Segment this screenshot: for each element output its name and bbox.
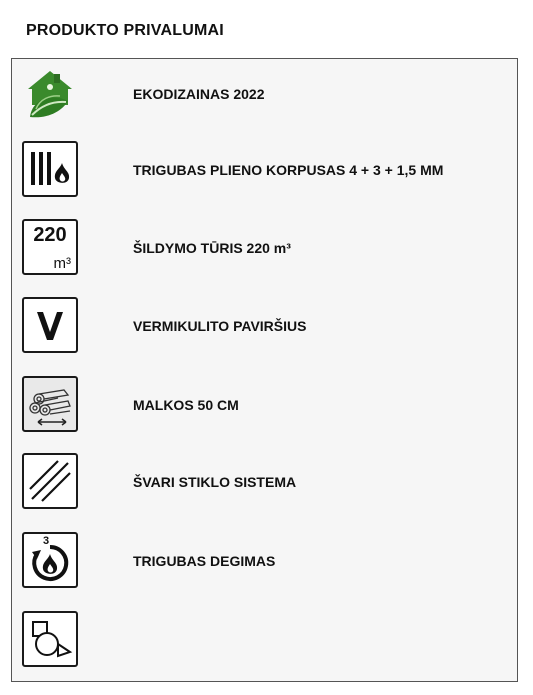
firewood-logs-icon xyxy=(22,376,78,432)
feature-label: MALKOS 50 CM xyxy=(133,397,239,413)
vermiculite-v-icon xyxy=(22,297,78,353)
feature-label: EKODIZAINAS 2022 xyxy=(133,86,265,102)
combustion-count: 3 xyxy=(43,535,50,547)
feature-label: TRIGUBAS PLIENO KORPUSAS 4 + 3 + 1,5 MM xyxy=(133,162,444,178)
feature-row-vermiculite xyxy=(22,297,502,355)
section-title: PRODUKTO PRIVALUMAI xyxy=(26,22,224,39)
eco-house-leaf-icon xyxy=(22,65,78,121)
feature-row-triple-combustion xyxy=(22,532,502,590)
feature-row-steel-body xyxy=(22,141,502,199)
feature-row-clean-glass xyxy=(22,453,502,511)
feature-label: TRIGUBAS DEGIMAS xyxy=(133,553,276,569)
feature-row-ecodesign xyxy=(22,65,502,123)
feature-label: ŠILDYMO TŪRIS 220 m³ xyxy=(133,240,291,256)
volume-number: 220 xyxy=(33,224,67,246)
heating-volume-icon xyxy=(22,219,78,275)
triple-combustion-icon xyxy=(22,532,78,588)
feature-row-heating-volume xyxy=(22,219,502,277)
feature-row-firewood xyxy=(22,376,502,434)
volume-unit: m³ xyxy=(53,255,71,272)
steel-body-flame-icon xyxy=(22,141,78,197)
feature-row-connection xyxy=(22,611,502,669)
features-panel xyxy=(11,58,518,682)
connection-shape-icon xyxy=(22,611,78,667)
feature-label: VERMIKULITO PAVIRŠIUS xyxy=(133,318,307,334)
clean-glass-icon xyxy=(22,453,78,509)
feature-label: ŠVARI STIKLO SISTEMA xyxy=(133,474,297,490)
